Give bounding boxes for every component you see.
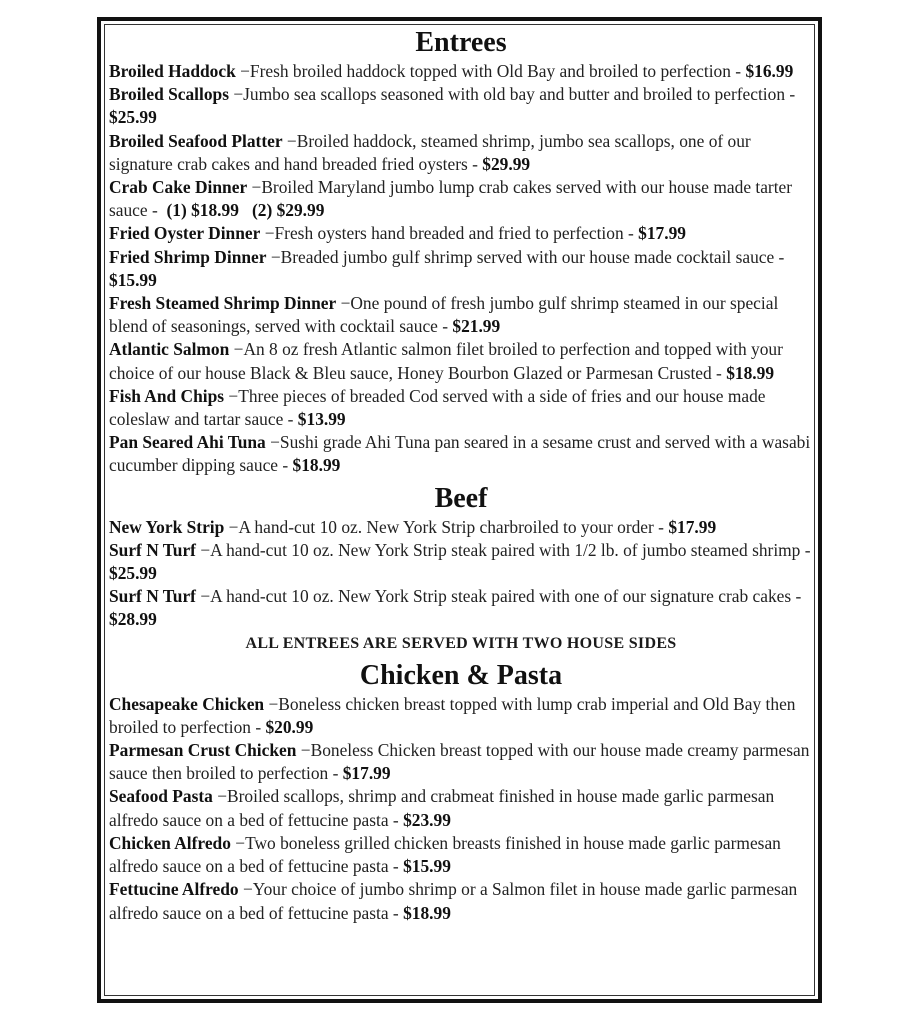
dash: − <box>195 539 211 560</box>
item-description: Sushi grade Ahi Tuna pan seared in a sesame crust and served with a wasabi cucumber dipping sauce - <box>109 432 811 476</box>
menu-item <box>109 385 813 431</box>
item-name: Broiled Scallops <box>109 84 229 105</box>
menu-item <box>109 878 813 924</box>
dash: − <box>195 586 211 607</box>
item-description: Fresh broiled haddock topped with Old Bay and broiled to perfection - <box>249 61 742 81</box>
item-name: Seafood Pasta <box>109 786 213 807</box>
item-price: (1) $18.99 (2) $29.99 <box>162 200 325 221</box>
dash: − <box>224 516 239 537</box>
item-description: Three pieces of breaded Cod served with a side of fries and our house made coleslaw and tartar sauce - <box>109 385 766 430</box>
menu-content <box>109 26 813 925</box>
item-price: $23.99 <box>403 809 451 830</box>
menu-item <box>109 246 813 292</box>
dash: − <box>260 223 275 244</box>
menu-item <box>109 516 813 539</box>
item-description: Breaded jumbo gulf shrimp served with our house made cocktail sauce - <box>280 246 785 267</box>
item-description: Boneless chicken breast topped with lump crab imperial and Old Bay then broiled to perfection - <box>109 693 796 737</box>
item-description: A hand-cut 10 oz. New York Strip steak paired with one of our signature crab cakes - <box>210 586 802 607</box>
item-name: Fried Shrimp Dinner <box>109 246 267 267</box>
menu-item <box>109 83 813 129</box>
menu-item <box>109 176 813 222</box>
item-description: Two boneless grilled chicken breasts finished in house made garlic parmesan alfredo sauce on a bed of fettucine pasta - <box>109 832 781 877</box>
item-name: Surf N Turf <box>109 586 196 607</box>
section-title: Entrees <box>415 27 507 58</box>
menu-section <box>109 659 813 925</box>
item-price: $17.99 <box>638 223 686 244</box>
item-name: Fresh Steamed Shrimp Dinner <box>109 293 337 314</box>
item-name: Fried Oyster Dinner <box>109 223 261 244</box>
item-price: $25.99 <box>109 107 157 128</box>
item-name: Parmesan Crust Chicken <box>109 740 297 761</box>
item-price: $25.99 <box>109 563 157 584</box>
item-price: $18.99 <box>292 455 341 476</box>
menu-item <box>109 832 813 878</box>
item-name: Chicken Alfredo <box>109 832 231 853</box>
item-price: $15.99 <box>403 856 451 877</box>
item-price: $17.99 <box>342 763 391 784</box>
dash: − <box>212 786 228 807</box>
dash: − <box>238 879 253 900</box>
item-description: Broiled haddock, steamed shrimp, jumbo sea scallops, one of our signature crab cakes and hand breaded fried oysters - <box>109 130 751 174</box>
item-description: Fresh oysters hand breaded and fried to perfection - <box>274 223 634 244</box>
item-name: Broiled Haddock <box>109 61 236 81</box>
item-description: Broiled scallops, shrimp and crabmeat finished in house made garlic parmesan alfredo sauce on a bed of fettucine pasta - <box>109 786 775 830</box>
section-title: Beef <box>434 482 488 514</box>
dash: − <box>282 130 297 151</box>
item-name: Broiled Seafood Platter <box>109 130 283 151</box>
sides-note: ALL ENTREES ARE SERVED WITH TWO HOUSE SIDES <box>245 634 677 652</box>
menu-item <box>109 693 813 739</box>
menu-item <box>109 585 813 631</box>
item-name: Fettucine Alfredo <box>109 879 239 900</box>
item-price: $13.99 <box>297 409 346 430</box>
item-description: Broiled Maryland jumbo lump crab cakes served with our house made tarter sauce - <box>109 177 793 221</box>
menu-item <box>109 292 813 338</box>
menu-item <box>109 338 813 384</box>
item-description: Your choice of jumbo shrimp or a Salmon filet in house made garlic parmesan alfredo sauce on a bed of fettucine pasta - <box>109 879 798 923</box>
item-description: Jumbo sea scallops seasoned with old bay and butter and broiled to perfection - <box>243 84 796 105</box>
dash: − <box>235 61 250 81</box>
menu-item <box>109 739 813 785</box>
item-price: $21.99 <box>452 316 501 337</box>
menu-item <box>109 222 813 245</box>
menu-item <box>109 60 813 83</box>
menu-item <box>109 431 813 477</box>
item-name: Chesapeake Chicken <box>109 693 265 714</box>
dash: − <box>336 293 351 314</box>
item-price: $16.99 <box>745 61 794 81</box>
item-name: Pan Seared Ahi Tuna <box>109 432 266 453</box>
menu-item <box>109 539 813 585</box>
item-name: Atlantic Salmon <box>109 339 230 360</box>
item-description: A hand-cut 10 oz. New York Strip charbroiled to your order - <box>238 516 664 537</box>
menu-item <box>109 130 813 176</box>
item-name: Fish And Chips <box>109 385 225 406</box>
item-name: Surf N Turf <box>109 539 196 560</box>
dash: − <box>247 177 262 198</box>
dash: − <box>296 740 311 761</box>
item-price: $15.99 <box>109 269 157 290</box>
item-price: $18.99 <box>726 362 775 383</box>
item-price: $18.99 <box>403 902 451 923</box>
item-description: An 8 oz fresh Atlantic salmon filet broiled to perfection and topped with your choice of our house Black & Bleu sauce, Honey Bourbon Glazed or Parmesan Crusted - <box>109 339 783 383</box>
item-price: $17.99 <box>668 516 717 537</box>
item-name: Crab Cake Dinner <box>109 177 248 198</box>
dash: − <box>264 693 279 714</box>
dash: − <box>266 246 281 267</box>
item-description: A hand-cut 10 oz. New York Strip steak paired with 1/2 lb. of jumbo steamed shrimp - <box>210 539 811 560</box>
item-price: $20.99 <box>265 716 314 737</box>
menu-section <box>109 26 813 478</box>
dash: − <box>265 432 280 453</box>
menu-item <box>109 785 813 831</box>
item-price: $28.99 <box>109 609 157 630</box>
menu-section <box>109 482 813 655</box>
item-description: One pound of fresh jumbo gulf shrimp steamed in our special blend of seasonings, served with cocktail sauce - <box>109 293 779 337</box>
dash: − <box>229 339 244 360</box>
item-name: New York Strip <box>109 516 225 537</box>
dash: − <box>224 385 239 406</box>
dash: − <box>229 84 244 105</box>
section-title: Chicken & Pasta <box>359 659 563 691</box>
item-price: $29.99 <box>482 153 531 174</box>
dash: − <box>230 832 246 853</box>
item-description: Boneless Chicken breast topped with our house made creamy parmesan sauce then broiled to perfection - <box>109 740 810 784</box>
